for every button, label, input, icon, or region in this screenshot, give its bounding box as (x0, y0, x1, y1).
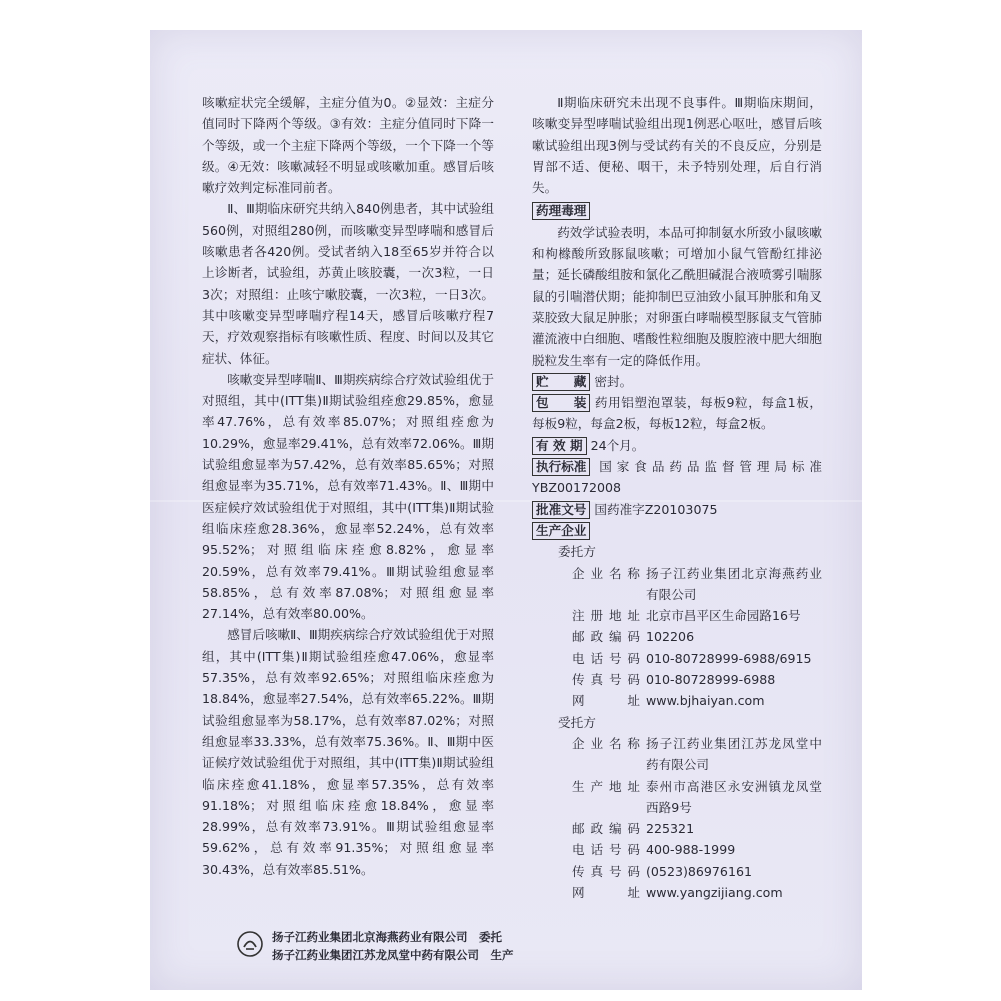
storage-value: 密封。 (594, 373, 633, 389)
entrust-zip: 102206 (646, 629, 695, 645)
entrust-addr: 北京市昌平区生命园路16号 (646, 608, 801, 624)
right-column (532, 92, 822, 903)
company-logo-icon (236, 930, 264, 958)
entrust-name: 扬子江药业集团北京海燕药业有限公司 (646, 565, 822, 602)
entrust-addr-row: 注册地址 北京市昌平区生命园路16号 (532, 605, 822, 626)
cough-variant-asthma-results: 咳嗽变异型哮喘Ⅱ、Ⅲ期疾病综合疗效试验组优于对照组，其中(ITT集)Ⅱ期试验组痊愈29.85%，愈显率47.76%，总有效率85.07%；对照组痊愈为10.29%，愈显率29.41%，总有效率72.06%。Ⅲ期试验组愈显率为57.42%，总有效率85.65%；对照组愈显率为35.71%，总有效率71.43%。Ⅱ、Ⅲ期中医症候疗效试验组优于对照组，其中(ITT集)Ⅱ期试验组临床痊愈28.36%，愈显率52.24%，总有效率95.52%；对照组临床痊愈8.82%，愈显率20.59%，总有效率79.41%。Ⅲ期试验组愈显率58.85%，总有效率87.08%；对照组愈显率27.14%，总有效率80.00%。 (202, 371, 494, 622)
storage-row (532, 371, 822, 392)
trustee-zip-row: 邮政编码 225321 (532, 818, 822, 839)
pharmacology-text: 药效学试验表明，本品可抑制氨水所致小鼠咳嗽和枸橼酸所致豚鼠咳嗽；可增加小鼠气管酚红排泌量；延长磷酸组胺和氯化乙酰胆碱混合液喷雾引喘豚鼠的引喘潜伏期；能抑制巴豆油致小鼠耳肿胀和角叉菜胶致大鼠足肿胀；对卵蛋白哮喘模型豚鼠支气管肺灌流液中白细胞、嗜酸性粒细胞及腹腔液中肥大细胞脱粒发生率有一定的降低作用。 (532, 224, 822, 368)
trustee-tel-row: 电话号码 400-988-1999 (532, 839, 822, 860)
efficacy-criteria-text: 咳嗽症状完全缓解，主症分值为0。②显效：主症分值同时下降两个等级。③有效：主症分值同时下降一个等级，或一个主症下降两个等级，一个下降一个等级。④无效：咳嗽减轻不明显或咳嗽加重。感冒后咳嗽疗效判定标准同前者。 (202, 95, 494, 196)
validity-value: 24个月。 (590, 437, 645, 453)
adverse-events-text: Ⅱ期临床研究未出现不良事件。Ⅲ期临床期间，咳嗽变异型哮喘试验组出现1例恶心呕吐，感冒后咳嗽试验组出现3例与受试药有关的不良反应，分别是胃部不适、便秘、咽干，未予特别处理，后自行消失。 (532, 95, 822, 196)
trustee-addr: 泰州市高港区永安洲镇龙凤堂西路9号 (646, 778, 822, 815)
entrust-zip-row: 邮政编码 102206 (532, 626, 822, 647)
storage-header: 贮 藏 (532, 373, 590, 391)
standard-row (532, 456, 822, 499)
company-header: 生产企业 (532, 522, 590, 540)
validity-header: 有 效 期 (532, 437, 587, 455)
pharmacology-section (532, 200, 822, 221)
approval-row (532, 499, 822, 520)
validity-row (532, 435, 822, 456)
trustee-fax-row: 传真号码 (0523)86976161 (532, 861, 822, 882)
trustee-tel: 400-988-1999 (646, 842, 736, 858)
package-value: 药用铝塑泡罩装，每板9粒，每盒1板，每板9粒，每盒2板，每板12粒，每盒2板。 (532, 395, 822, 432)
trustee-name-row: 企业名称 扬子江药业集团江苏龙凤堂中药有限公司 (532, 733, 822, 776)
trustee-addr-row: 生产地址 泰州市高港区永安洲镇龙凤堂西路9号 (532, 776, 822, 819)
pharmacology-header: 药理毒理 (532, 202, 590, 220)
standard-value: 国家食品药品监督管理局标准YBZ00172008 (532, 459, 822, 496)
entrust-web: www.bjhaiyan.com (646, 693, 765, 709)
trustee-web: www.yangzijiang.com (646, 884, 783, 900)
approval-header: 批准文号 (532, 501, 590, 519)
trustee-name: 扬子江药业集团江苏龙凤堂中药有限公司 (646, 735, 822, 773)
package-header: 包 装 (532, 394, 590, 412)
entrust-fax-row: 传真号码 010-80728999-6988 (532, 669, 822, 690)
entrust-tel-row: 电话号码 010-80728999-6988/6915 (532, 648, 822, 669)
entrust-name-row: 企业名称 扬子江药业集团北京海燕药业有限公司 (532, 563, 822, 606)
standard-header: 执行标准 (532, 458, 590, 476)
footer-line-entrust: 扬子江药业集团北京海燕药业有限公司 委托 (272, 930, 502, 944)
entrust-title: 委托方 (558, 544, 596, 560)
company-row (532, 520, 822, 541)
trustee-title: 受托方 (558, 714, 596, 730)
entrust-web-row: 网 址 www.bjhaiyan.com (532, 690, 822, 711)
footer (272, 928, 702, 964)
trustee-fax: (0523)86976161 (646, 863, 752, 879)
package-row (532, 392, 822, 435)
post-cold-cough-results: 感冒后咳嗽Ⅱ、Ⅲ期疾病综合疗效试验组优于对照组，其中(ITT集)Ⅱ期试验组痊愈47.06%，愈显率57.35%，总有效率92.65%；对照组临床痊愈为18.84%，愈显率27.54%，总有效率65.22%。Ⅲ期试验组愈显率为58.17%，总有效率87.02%；对照组愈显率33.33%，总有效率75.36%。Ⅱ、Ⅲ期中医证候疗效试验组优于对照组，其中(ITT集)Ⅱ期试验组临床痊愈41.18%，愈显率57.35%，总有效率91.18%；对照组临床痊愈18.84%，愈显率28.99%，总有效率73.91%。Ⅲ期试验组愈显率59.62%，总有效率91.35%；对照组愈显率30.43%，总有效率85.51%。 (202, 627, 494, 877)
entrust-fax: 010-80728999-6988 (646, 672, 776, 688)
entrust-tel: 010-80728999-6988/6915 (646, 650, 812, 666)
footer-line-producer: 扬子江药业集团江苏龙凤堂中药有限公司 生产 (272, 948, 514, 962)
left-column (202, 92, 494, 880)
trustee-zip: 225321 (646, 821, 695, 837)
trustee-web-row: 网 址 www.yangzijiang.com (532, 882, 822, 903)
leaflet-sheet (150, 30, 862, 990)
approval-value: 国药准字Z20103075 (594, 501, 718, 517)
clinical-study-text: Ⅱ、Ⅲ期临床研究共纳入840例患者，其中试验组560例，对照组280例，而咳嗽变异型哮喘和感冒后咳嗽患者各420例。受试者纳入18至65岁并符合以上诊断者，试验组，苏黄止咳胶囊，一次3粒，一日3次；对照组：止咳宁嗽胶囊，一次3粒，一日3次。其中咳嗽变异型哮喘疗程14天，感冒后咳嗽疗程7天，疗效观察指标有咳嗽性质、程度、时间以及其它症状、体征。 (202, 201, 494, 366)
